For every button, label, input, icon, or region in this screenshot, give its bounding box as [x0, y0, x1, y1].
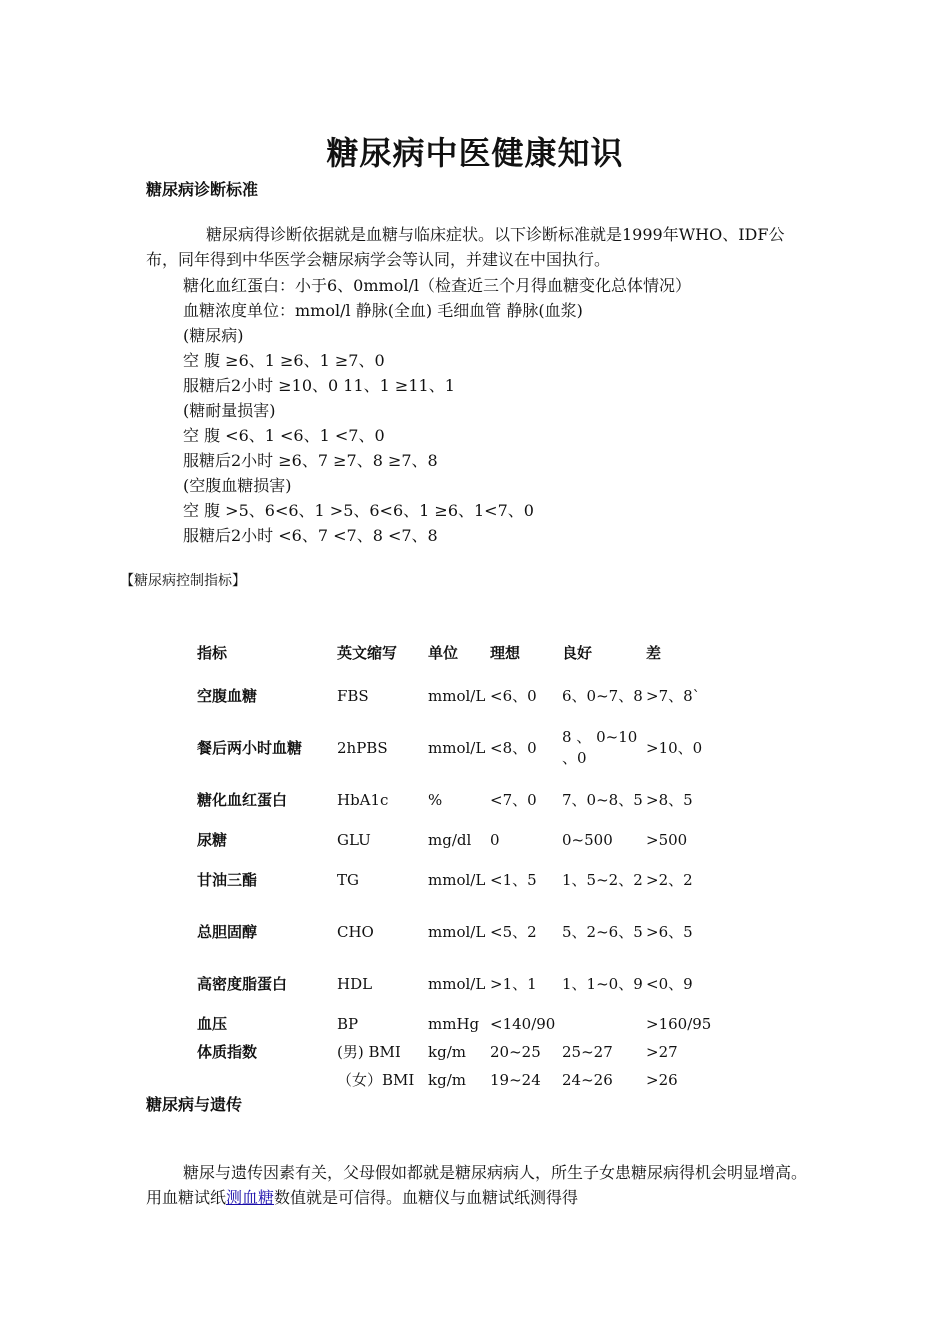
table-cell: 糖化血红蛋白: [197, 790, 288, 809]
page-title: 糖尿病中医健康知识: [326, 134, 624, 172]
table-cell: >7、8`: [646, 686, 701, 705]
table-cell: 体质指数: [197, 1042, 258, 1061]
table-cell: 总胆固醇: [197, 922, 258, 941]
table-cell: >160/95: [646, 1014, 712, 1033]
table-cell: >1、1: [490, 974, 537, 993]
table-cell: BP: [337, 1014, 359, 1033]
table-row: [197, 1038, 726, 1066]
heredity-paragraph: [146, 1160, 810, 1210]
table-cell: 19~24: [490, 1070, 541, 1089]
column-header: 理想: [490, 643, 521, 662]
table-cell: 尿糖: [197, 830, 228, 849]
diagnosis-line: 糖化血红蛋白：小于6、0mmol/l（检查近三个月得血糖变化总体情况）: [183, 276, 691, 295]
control-indicators-table: [197, 636, 726, 1094]
table-cell: 0~500: [562, 830, 613, 849]
intro-paragraph: 糖尿病得诊断依据就是血糖与临床症状。以下诊断标准就是1999年WHO、IDF公布，同年得到中华医学会糖尿病学会等认同，并建议在中国执行。: [146, 225, 785, 269]
table-cell: 7、0~8、5: [562, 790, 643, 809]
table-cell: mmol/L: [428, 922, 486, 941]
table-cell: 餐后两小时血糖: [197, 738, 303, 757]
table-cell: （女）BMI: [337, 1070, 415, 1089]
table-header-row: [197, 636, 726, 670]
table-cell: HDL: [337, 974, 373, 993]
table-cell: 血压: [197, 1014, 228, 1033]
table-row: [197, 826, 726, 854]
table-row: [197, 958, 726, 1010]
table-cell: 8 、 0~10 、0: [562, 728, 638, 767]
table-cell: <5、2: [490, 922, 537, 941]
table-cell: 高密度脂蛋白: [197, 974, 288, 993]
table-row: [197, 906, 726, 958]
table-cell: FBS: [337, 686, 369, 705]
table-cell: 1、5~2、2: [562, 870, 643, 889]
table-cell: 6、0~7、8: [562, 686, 643, 705]
blood-glucose-link[interactable]: 测血糖: [226, 1188, 275, 1207]
table-cell: TG: [337, 870, 359, 889]
table-cell: 0: [490, 830, 500, 849]
table-cell: >10、0: [646, 738, 703, 757]
table-cell: 甘油三酯: [197, 870, 258, 889]
table-cell: >27: [646, 1042, 678, 1061]
table-cell: mmol/L: [428, 686, 486, 705]
table-cell: kg/m: [428, 1042, 466, 1061]
diagnosis-line: 服糖后2小时 <6、7 <7、8 <7、8: [183, 526, 438, 545]
table-cell: HbA1c: [337, 790, 389, 809]
table-row: [197, 722, 726, 774]
table-cell: 1、1~0、9: [562, 974, 643, 993]
section-heading-control: 【糖尿病控制指标】: [120, 573, 246, 589]
diagnosis-line: 服糖后2小时 ≥10、0 11、1 ≥11、1: [183, 376, 455, 395]
diagnosis-line: 空 腹 ≥6、1 ≥6、1 ≥7、0: [183, 351, 385, 370]
table-cell: <1、5: [490, 870, 537, 889]
column-header: 单位: [428, 643, 459, 662]
table-cell: >26: [646, 1070, 678, 1089]
section-heading-diagnosis: 糖尿病诊断标准: [146, 180, 259, 199]
diagnosis-line: (糖耐量损害): [183, 401, 276, 420]
table-cell: 5、2~6、5: [562, 922, 643, 941]
column-header: 良好: [562, 643, 593, 662]
table-cell: %: [428, 790, 443, 809]
table-cell: >2、2: [646, 870, 693, 889]
table-cell: >8、5: [646, 790, 693, 809]
table-cell: <8、0: [490, 738, 537, 757]
table-row: [197, 670, 726, 722]
diagnosis-line: 服糖后2小时 ≥6、7 ≥7、8 ≥7、8: [183, 451, 438, 470]
table-cell: <140/90: [490, 1014, 556, 1033]
section-heading-heredity: 糖尿病与遗传: [146, 1095, 243, 1114]
table-cell: mmHg: [428, 1014, 480, 1033]
table-cell: 2hPBS: [337, 738, 388, 757]
table-cell: mmol/L: [428, 738, 486, 757]
diagnosis-line: (空腹血糖损害): [183, 476, 292, 495]
diagnosis-line: 空 腹 <6、1 <6、1 <7、0: [183, 426, 385, 445]
table-cell: 20~25: [490, 1042, 541, 1061]
diagnosis-line: (糖尿病): [183, 326, 244, 345]
table-cell: mmol/L: [428, 974, 486, 993]
table-cell: [562, 1010, 646, 1038]
table-cell: 25~27: [562, 1042, 613, 1061]
table-cell: [197, 1066, 337, 1094]
heredity-text-part1: 糖尿与遗传因素有关，父母假如都就是糖尿病病人，所生子女患糖尿病得机会明显增高。用血糖试纸: [146, 1163, 808, 1207]
table-cell: kg/m: [428, 1070, 466, 1089]
table-cell: >6、5: [646, 922, 693, 941]
heredity-text-part2: 数值就是可信得。血糖仪与血糖试纸测得得: [274, 1188, 579, 1207]
column-header: 英文缩写: [337, 643, 398, 662]
column-header: 差: [646, 643, 662, 662]
table-cell: <0、9: [646, 974, 693, 993]
table-row: [197, 1066, 726, 1094]
table-cell: mg/dl: [428, 830, 472, 849]
diagnosis-line: 空 腹 >5、6<6、1 >5、6<6、1 ≥6、1<7、0: [183, 501, 534, 520]
table-cell: <7、0: [490, 790, 537, 809]
table-row: [197, 854, 726, 906]
table-row: [197, 1010, 726, 1038]
table-cell: 24~26: [562, 1070, 613, 1089]
table-cell: GLU: [337, 830, 371, 849]
column-header: 指标: [197, 643, 228, 662]
table-cell: <6、0: [490, 686, 537, 705]
table-cell: 空腹血糖: [197, 686, 258, 705]
table-cell: >500: [646, 830, 688, 849]
table-row: [197, 774, 726, 826]
table-cell: mmol/L: [428, 870, 486, 889]
diagnosis-line: 血糖浓度单位：mmol/l 静脉(全血) 毛细血管 静脉(血浆): [183, 301, 583, 320]
table-cell: (男) BMI: [337, 1042, 401, 1061]
table-cell: CHO: [337, 922, 374, 941]
